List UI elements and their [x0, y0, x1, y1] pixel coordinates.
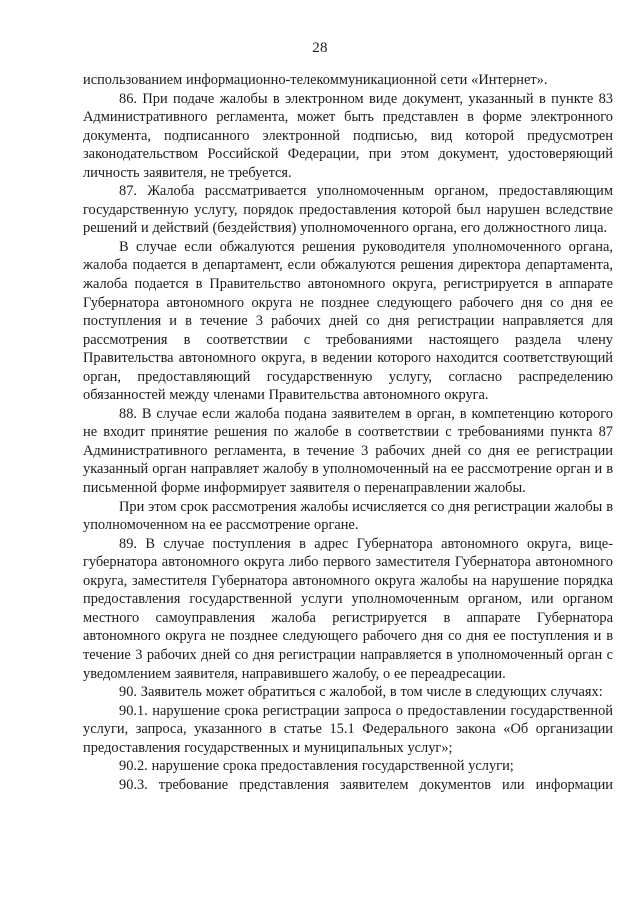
body-text — [83, 71, 613, 794]
paragraph: В случае если обжалуются решения руководителя уполномоченного органа, жалоба подается в департамент, если обжалуются решения директора департамента, жалоба подается в Правительство автономного округа, регистрируется в аппарате Губернатора автономного округа не позднее следующего рабочего дня со дня ее поступления и в течение 3 рабочих дней со дня регистрации направляется для рассмотрения в соответствии с требованиями настоящего раздела члену Правительства автономного округа, в ведении которого находится соответствующий орган, предоставляющий государственную услугу, согласно распределению обязанностей между членами Правительства автономного округа. — [83, 238, 613, 404]
paragraph: 90. Заявитель может обратиться с жалобой, в том числе в следующих случаях: — [119, 684, 603, 701]
paragraph: 90.1. нарушение срока регистрации запроса о предоставлении государственной услуги, запроса, указанного в статье 15.1 Федерального закона «Об организации предоставления государственных и муниципальных услуг»; — [83, 702, 613, 756]
paragraph: 87. Жалоба рассматривается уполномоченным органом, предоставляющим государственную услугу, порядок предоставления которой был нарушен вследствие решений и действий (бездействия) уполномоченного органа, его должностного лица. — [83, 183, 613, 237]
paragraph: 89. В случае поступления в адрес Губернатора автономного округа, вице-губернатора автономного округа либо первого заместителя Губернатора автономного округа, заместителя Губернатора автономного округа жалобы на нарушение порядка предоставления государственной услуги уполномоченным органом, или органом местного самоуправления жалоба регистрируется в аппарате Губернатора автономного округа не позднее следующего рабочего дня со дня ее поступления и в течение 3 рабочих дней со дня регистрации направляется в уполномоченный орган с уведомлением заявителя, направившего жалобу, о ее переадресации. — [83, 535, 613, 682]
page-number: 28 — [312, 40, 328, 56]
paragraph: использованием информационно-телекоммуникационной сети «Интернет». — [83, 72, 548, 88]
paragraph: 90.2. нарушение срока предоставления государственной услуги; — [119, 758, 514, 775]
paragraph: 86. При подаче жалобы в электронном виде документ, указанный в пункте 83 Административного регламента, может быть представлен в форме электронного документа, подписанного электронной подписью, вид которой предусмотрен законодательством Российской Федерации, при этом документ, удостоверяющий личность заявителя, не требуется. — [83, 90, 613, 181]
paragraph: При этом срок рассмотрения жалобы исчисляется со дня регистрации жалобы в уполномоченном на ее рассмотрение органе. — [83, 498, 613, 534]
paragraph: 88. В случае если жалоба подана заявителем в орган, в компетенцию которого не входит принятие решения по жалобе в соответствии с требованиями пункта 87 Административного регламента, в течение 3 рабочих дней со дня ее регистрации указанный орган направляет жалобу в уполномоченный на ее рассмотрение орган и в письменной форме информирует заявителя о перенаправлении жалобы. — [83, 405, 613, 497]
paragraph: 90.3. требование представления заявителем документов или информации — [119, 776, 613, 793]
